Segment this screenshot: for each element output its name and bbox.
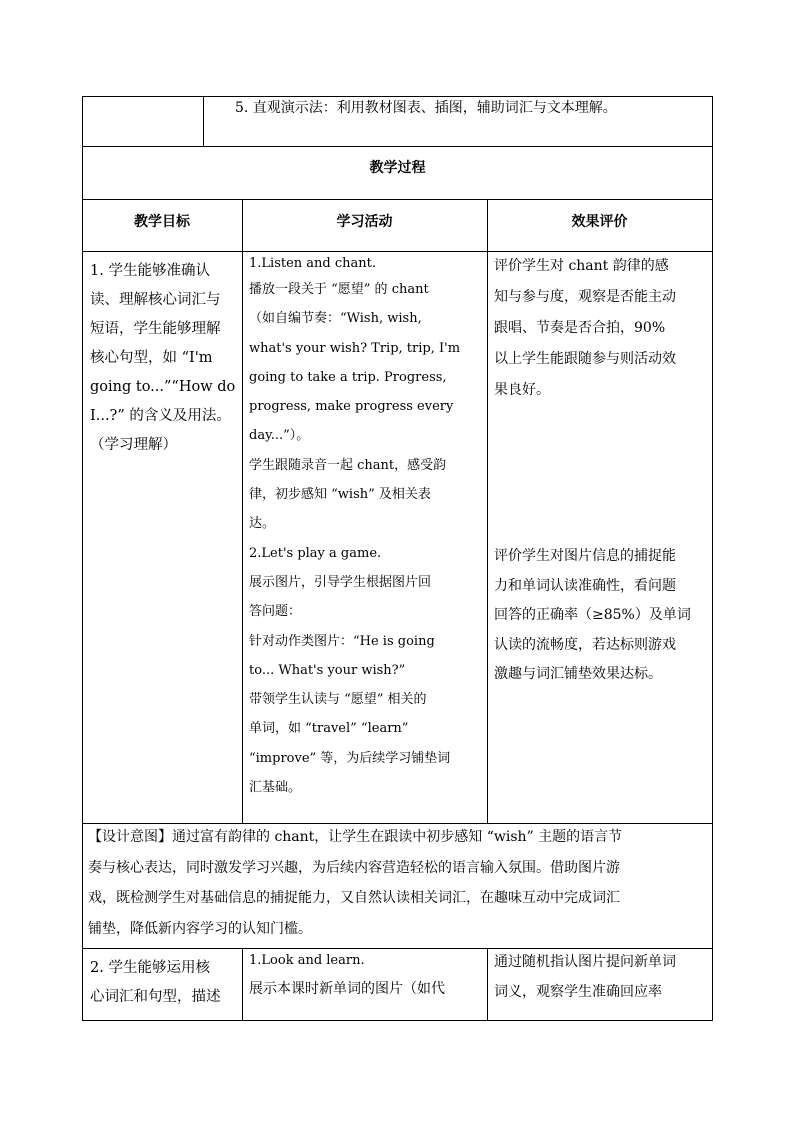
row1-activity-line: 2.Let's play a game. <box>249 545 382 561</box>
row1-activity-line: 针对动作类图片：“He is going <box>249 633 435 649</box>
header-activity: 学习活动 <box>336 214 393 230</box>
table-top-border <box>82 96 713 97</box>
header-goal: 教学目标 <box>134 214 190 230</box>
row1-evaluation-line: 认读的流畅度，若达标则游戏 <box>494 636 676 653</box>
column-divider <box>487 948 488 1021</box>
row1-evaluation-line: 知与参与度，观察是否能主动 <box>494 289 676 305</box>
row1-goal-line: 读、理解核心词汇与 <box>90 292 221 308</box>
table-right-border <box>712 96 713 1021</box>
row1-goal-line: going to...”“How do <box>90 379 236 395</box>
column-divider <box>242 948 243 1021</box>
row1-evaluation-line: 评价学生对 chant 韵律的感 <box>494 258 669 274</box>
row-divider <box>82 146 713 147</box>
row1-evaluation-line: 回答的正确率（≥85%）及单词 <box>494 607 691 623</box>
header-evaluation: 效果评价 <box>571 214 628 230</box>
design-intent-line: 【设计意图】通过富有韵律的 chant，让学生在跟读中初步感知 “wish” 主题的语言节 <box>88 829 623 845</box>
row1-activity-line: going to take a trip. Progress, <box>249 369 447 385</box>
row1-evaluation-line: 以上学生能跟随参与则活动效 <box>494 351 676 367</box>
row1-activity-line: 播放一段关于 “愿望” 的 chant <box>249 282 429 297</box>
row1-activity-line: （如自编节奏：“Wish, wish, <box>249 311 422 327</box>
row1-activity <box>249 253 485 802</box>
row1-activity-line: 律，初步感知 “wish” 及相关表 <box>249 487 431 503</box>
row2-evaluation-line: 词义，观察学生准确回应率 <box>494 984 662 1000</box>
row1-activity-line: 1.Listen and chant. <box>249 256 376 271</box>
row1-evaluation-line: 果良好。 <box>494 382 550 398</box>
row1-activity-line: day...”）。 <box>249 428 310 444</box>
row1-goal-line: （学习理解） <box>90 437 177 453</box>
row1-activity-line: progress, make progress every <box>249 399 454 415</box>
row1-activity-line: 带领学生认读与 “愿望” 相关的 <box>249 692 427 708</box>
table-left-border <box>82 96 83 1021</box>
row2-activity-line: 展示本课时新单词的图片（如代 <box>249 981 445 997</box>
row1-activity-line: 单词，如 “travel” “learn” <box>249 721 409 737</box>
design-intent <box>88 822 710 944</box>
row1-activity-line: “improve” 等，为后续学习铺垫词 <box>249 750 451 766</box>
row1-evaluation-game <box>494 542 710 690</box>
row2-evaluation <box>494 947 710 1007</box>
row2-goal <box>90 954 240 1012</box>
section-title: 教学过程 <box>369 160 426 176</box>
design-intent-line: 铺垫，降低新内容学习的认知门槛。 <box>88 920 312 937</box>
column-divider <box>242 199 243 824</box>
row1-activity-line: 答问题： <box>249 604 302 620</box>
teaching-method-5: 5. 直观演示法：利用教材图表、插图，辅助词汇与文本理解。 <box>235 100 617 116</box>
design-intent-line: 奏与核心表达，同时激发学习兴趣，为后续内容营造轻松的语言输入氛围。借助图片游 <box>88 859 620 876</box>
top-row-divider <box>203 96 204 147</box>
row1-activity-line: what's your wish? Trip, trip, I'm <box>249 340 461 356</box>
row2-activity-line: 1.Look and learn. <box>249 953 365 968</box>
row1-evaluation-line: 激趣与词汇铺垫效果达标。 <box>494 666 662 682</box>
row1-evaluation-line: 跟唱、节奏是否合拍，90% <box>494 320 666 336</box>
row1-goal-line: 短语，学生能够理解 <box>90 321 221 337</box>
column-divider <box>487 199 488 824</box>
row1-evaluation-line: 力和单词认读准确性，看问题 <box>494 577 676 594</box>
row1-goal-line: 1. 学生能够准确认 <box>90 263 210 279</box>
row1-activity-line: 展示图片，引导学生根据图片回 <box>249 574 432 590</box>
row1-goal <box>90 257 240 460</box>
row1-activity-line: to... What's your wish?” <box>249 662 406 678</box>
row1-goal-line: I...?” 的含义及用法。 <box>90 408 231 424</box>
table-bottom-border <box>82 1020 713 1021</box>
row2-goal-line: 心词汇和句型，描述 <box>90 989 221 1005</box>
row2-goal-line: 2. 学生能够运用核 <box>90 960 210 976</box>
design-intent-line: 戏，既检测学生对基础信息的捕捉能力，又自然认读相关词汇，在趣味互动中完成词汇 <box>88 890 620 906</box>
row1-activity-line: 达。 <box>249 516 276 532</box>
row1-evaluation-line: 评价学生对图片信息的捕捉能 <box>494 548 676 564</box>
row1-evaluation-chant <box>494 251 710 406</box>
row2-evaluation-line: 通过随机指认图片提问新单词 <box>494 954 676 970</box>
row1-goal-line: 核心句型，如 “I'm <box>90 350 213 366</box>
row1-activity-line: 学生跟随录音一起 chant，感受韵 <box>249 457 447 473</box>
row1-activity-line: 汇基础。 <box>249 780 302 796</box>
row2-activity <box>249 949 485 1005</box>
row-divider <box>82 199 713 200</box>
